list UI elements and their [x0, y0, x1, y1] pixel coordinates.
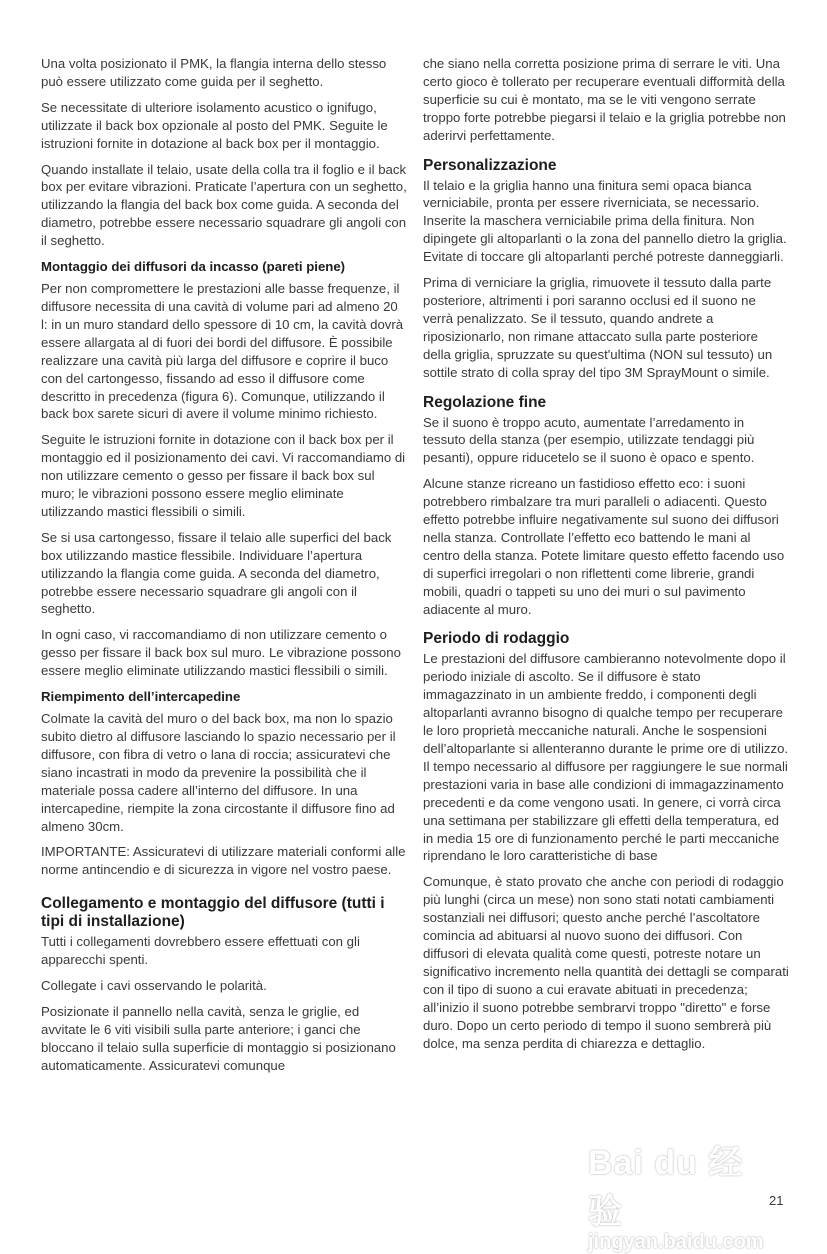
- page-number: 21: [769, 1193, 784, 1208]
- paragraph-fill-cavity: Colmate la cavità del muro o del back box, ma non lo spazio subito dietro al diffusore lasciando lo spazio necessario per il diffusore, con fibra di vetro o lana di roccia; assicuratevi che siano incastrati in modo da prevenire la possibilità che il materiale possa cadere all’interno del diffusore. In una intercapedine, riempite la zona circostante il diffusore fino ad almeno 30cm.: [41, 711, 396, 834]
- paragraph-back-box-instructions: Seguite le istruzioni fornite in dotazione con il back box per il montaggio ed il posizionamento dei cavi. Vi raccomandiamo di non utilizzare cemento o gesso per fissare il back box sul muro; le vibrazioni possono essere meglio eliminate utilizzando mastici flessibili o simili.: [41, 432, 406, 519]
- right-column: [423, 55, 789, 1060]
- heading-break-in-period: Periodo di rodaggio: [423, 630, 570, 648]
- paragraph-cavity-volume: Per non compromettere le prestazioni alle basse frequenze, il diffusore necessita di una cavità di volume pari ad almeno 20 l: in un muro standard dello spessore di 10 cm, la cavità dovrà essere allargata al di fuori dei bordi del diffusore. È possibile realizzare una cavità più larga del diffusore e coprire il buco con del cartongesso, fissando ad esso il diffusore come descritto in precedenza (figura 6). Comunque, utilizzando il back box sarete sicuri di avere il volume minimo richiesto.: [41, 281, 404, 422]
- paragraph-bright-sound: Se il suono è troppo acuto, aumentate l’arredamento in tessuto della stanza (per esempio, utilizzate tendaggi più pesanti), oppure riducetelo se il suono è opaco e spento.: [423, 414, 755, 466]
- baidu-logo-icon: Bai du 经验: [588, 1144, 744, 1231]
- paragraph-longer-break-in: Comunque, è stato provato che anche con periodi di rodaggio più lunghi (circa un mese) non sono stati notati cambiamenti sostanziali nei diffusori; questo anche perché l’ascoltatore comincia ad abituarsi al nuovo suono dei diffusori. Con diffusori di elevata qualità come questi, potreste notare un significativo incremento nella quantità dei dettagli se comparati con il tipo di suono a cui eravate abituati in precedenza; all’inizio il suono potrebbe sembrarvi troppo "diretto" e forse duro. Dopo un certo periodo di tempo il suono sembrerà più dolce, ma senza perdita di chiarezza e dettaglio.: [423, 874, 789, 1051]
- heading-solid-wall-mounting: Montaggio dei diffusori da incasso (pareti piene): [41, 259, 346, 275]
- baidu-watermark: [588, 1135, 778, 1253]
- paragraph-pmk-flange: Una volta posizionato il PMK, la flangia interna dello stesso può essere utilizzato come guida per il seghetto.: [41, 56, 387, 89]
- paragraph-paintable-finish: Il telaio e la griglia hanno una finitura semi opaca bianca verniciabile, pronta per essere riverniciata, se necessario. Inserite la maschera verniciabile prima della finitura. Non dipingete gli altoparlanti o la zona del pannello dietro la griglia. Evitate di toccare gli altoparlanti perché potreste danneggiarli.: [423, 177, 787, 265]
- watermark-url: jingyan.baidu.com: [588, 1231, 764, 1253]
- heading-customization: Personalizzazione: [423, 156, 557, 174]
- paragraph-panel-positioning: Posizionate il pannello nella cavità, senza le griglie, ed avvitate le 6 viti visibili sulla parte anteriore; i ganci che bloccano il telaio sulla superficie di montaggio si posizionano automaticamente. Assicuratevi comunque: [41, 1003, 396, 1073]
- paragraph-polarity: Collegate i cavi osservando le polarità.: [41, 978, 267, 994]
- paragraph-power-off: Tutti i collegamenti dovrebbero essere effettuati con gli apparecchi spenti.: [41, 934, 360, 968]
- paragraph-screw-tightening: che siano nella corretta posizione prima di serrare le viti. Una certo gioco è tollerato per recuperare eventuali difformità della superficie su cui è montato, ma se le viti vengono serrate troppo forte potrebbe piegarsi il telaio e la griglia potrebbe non aderirvi perfettamente.: [423, 56, 786, 143]
- paragraph-frame-install: Quando installate il telaio, usate della colla tra il foglio e il back box per evitare vibrazioni. Praticate l’apertura con un seghetto, utilizzando la flangia del back box come guida. A seconda del diametro, potrebbe essere necessario squadrare gli angoli con il seghetto.: [41, 161, 407, 249]
- paragraph-performance-change: Le prestazioni del diffusore cambieranno notevolmente dopo il periodo iniziale di ascolto. Se il diffusore è stato immagazzinato in un ambiente freddo, i componenti degli altoparlanti avranno bisogno di qualche tempo per recuperare le loro proprietà meccaniche naturali. Anche le sospensioni dell’altoparlante si allenteranno durante le prime ore di utilizzo. Il tempo necessario al diffusore per raggiungere le sue normali prestazioni varia in base alle condizioni di immagazzinamento precedenti e da come vengono usati. In genere, ci vorrà circa una settimana per stabilizzare gli effetti della temperatura, ed in media 15 ore di funzionamento perché le parti meccaniche riprendano le loro caratteristiche di base: [423, 651, 789, 864]
- paragraph-no-cement: In ogni caso, vi raccomandiamo di non utilizzare cemento o gesso per fissare il back box sul muro. Le vibrazione possono essere meglio eliminate utilizzando mastici flessibili o simili.: [41, 627, 401, 679]
- paragraph-back-box-optional: Se necessitate di ulteriore isolamento acustico o ignifugo, utilizzate il back box opzionale al posto del PMK. Seguite le istruzioni fornite in dotazione al back box per il montaggio.: [41, 99, 388, 151]
- paragraph-echo-effect: Alcune stanze ricreano un fastidioso effetto eco: i suoni potrebbero rimbalzare tra muri paralleli o adiacenti. Questo effetto potrebbe influire negativamente sul suono dei diffusori nella stanza. Controllate l’effetto eco battendo le mani al centro della stanza. Potete limitare questo effetto facendo uso di superfici irregolari o non riflettenti come librerie, grandi mobili, quadri o tappeti su uno dei muri o sul pavimento adiacente al muro.: [423, 476, 785, 617]
- heading-fine-tuning: Regolazione fine: [423, 393, 547, 411]
- paragraph-grille-painting: Prima di verniciare la griglia, rimuovete il tessuto dalla parte posteriore, altrimenti i pori saranno occlusi ed il suono ne verrà penalizzato. Se il tessuto, quando andrete a riposizionarlo, non rimane attaccato sulla parte posteriore della griglia, spruzzate su quest'ultima (NON sul tessuto) un sottile strato di colla spray del tipo 3M SprayMount o simile.: [423, 275, 773, 380]
- left-column: [41, 55, 407, 1083]
- paragraph-plasterboard: Se si usa cartongesso, fissare il telaio alle superfici del back box utilizzando mastice flessibile. Individuare l’apertura utilizzando la flangia come guida. A seconda del diametro, potrebbe essere necessario squadrare gli angoli con il seghetto.: [41, 529, 392, 617]
- paragraph-important-fire: IMPORTANTE: Assicuratevi di utilizzare materiali conformi alle norme antincendio e di sicurezza in vigore nel vostro paese.: [41, 844, 406, 878]
- heading-connection-mounting: Collegamento e montaggio del diffusore (tutti i tipi di installazione): [41, 895, 385, 931]
- heading-cavity-filling: Riempimento dell’intercapedine: [41, 689, 241, 705]
